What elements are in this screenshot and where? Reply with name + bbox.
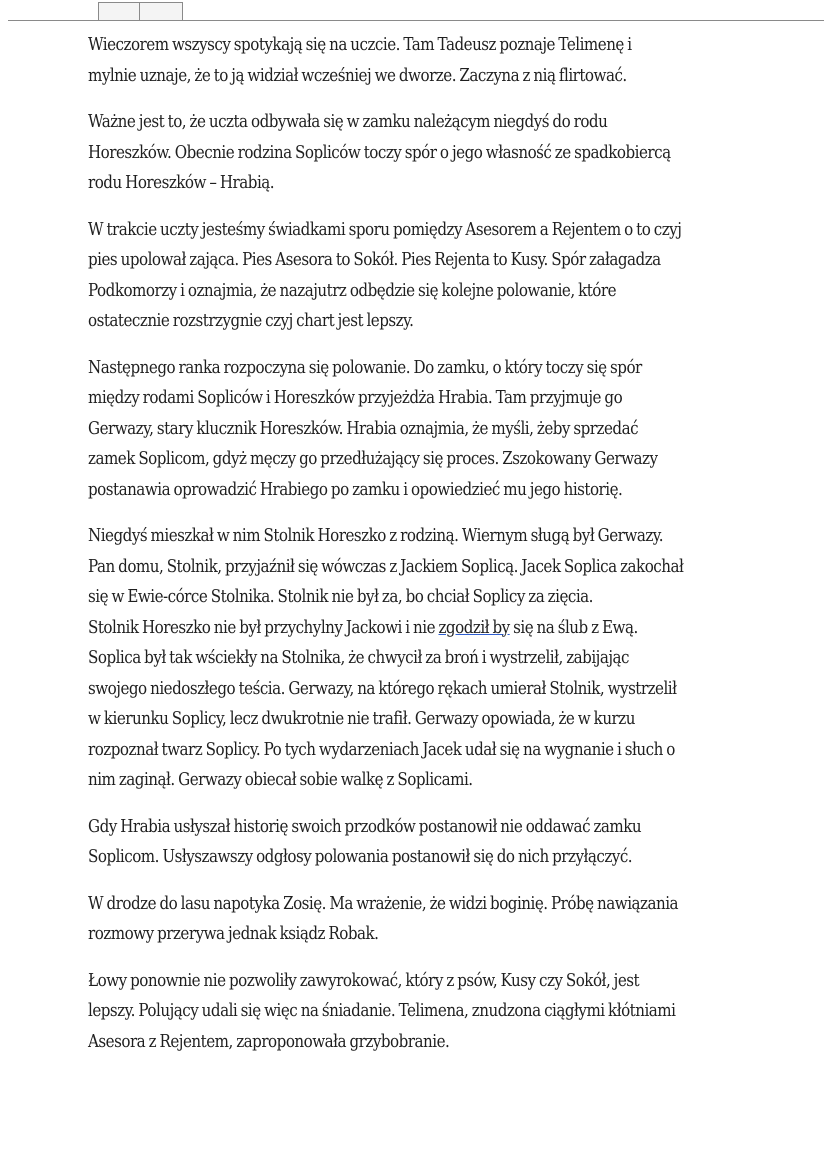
text-line: Soplica był tak wściekły na Stolnika, że chwycił za broń i wystrzelił, zabijając <box>88 648 629 668</box>
text-segment: się na ślub z Ewą. <box>509 617 638 638</box>
text-line: ostatecznie rozstrzygnie czyj chart jest lepszy. <box>88 311 414 331</box>
text-line: W trakcie uczty jesteśmy świadkami sporu pomiędzy Asesorem a Rejentem o to czyj <box>88 219 682 240</box>
text-segment: Stolnik Horeszko nie był przychylny Jackowi i nie <box>88 617 439 638</box>
text-line: Gerwazy, stary klucznik Horeszków. Hrabia oznajmia, że myśli, żeby sprzedać <box>88 418 639 439</box>
text-line: mylnie uznaje, że to ją widział wcześniej we dworze. Zaczyna z nią flirtować. <box>88 65 627 86</box>
paragraph-8 <box>88 966 676 1058</box>
text-line: Gdy Hrabia usłyszał historię swoich przodków postanowił nie oddawać zamku <box>88 816 642 837</box>
text-line: nim zaginął. Gerwazy obiecał sobie walkę z Soplicami. <box>88 770 473 790</box>
text-line: Asesora z Rejentem, zaproponowała grzybobranie. <box>88 1031 450 1052</box>
page-top-border <box>8 20 824 21</box>
text-line: lepszy. Polujący udali się więc na śniadanie. Telimena, znudzona ciągłymi kłótniami <box>88 1001 676 1021</box>
paragraph-6 <box>88 812 642 873</box>
text-line: swojego niedoszłego teścia. Gerwazy, na którego rękach umierał Stolnik, wystrzelił <box>88 678 677 699</box>
text-line-with-underline <box>88 613 638 644</box>
header-tab-right <box>139 2 183 20</box>
text-line: się w Ewie-córce Stolnika. Stolnik nie był za, bo chciał Soplicy za zięcia. <box>88 587 593 607</box>
text-line: Łowy ponownie nie pozwoliły zawyrokować, który z psów, Kusy czy Sokół, jest <box>88 970 640 991</box>
paragraph-5 <box>88 521 684 796</box>
text-line: Następnego ranka rozpoczyna się polowanie. Do zamku, o który toczy się spór <box>88 357 642 378</box>
paragraph-4 <box>88 353 658 506</box>
text-line: Ważne jest to, że uczta odbywała się w zamku należącym niegdyś do rodu <box>88 112 608 132</box>
text-line: Soplicom. Usłyszawszy odgłosy polowania postanowił się do nich przyłączyć. <box>88 847 633 867</box>
paragraph-2 <box>88 107 671 199</box>
text-line: rozpoznał twarz Soplicy. Po tych wydarzeniach Jacek udał się na wygnanie i słuch o <box>88 739 675 760</box>
text-line: pies upolował zająca. Pies Asesora to Sokół. Pies Rejenta to Kusy. Spór załagadza <box>88 250 661 270</box>
text-line: Podkomorzy i oznajmia, że nazajutrz odbędzie się kolejne polowanie, które <box>88 280 617 301</box>
text-line: w kierunku Soplicy, lecz dwukrotnie nie trafił. Gerwazy opowiada, że w kurzu <box>88 709 635 729</box>
paragraph-3 <box>88 215 682 337</box>
text-line: rodu Horeszków – Hrabią. <box>88 173 275 193</box>
text-line: Pan domu, Stolnik, przyjaźnił się wówczas z Jackiem Soplicą. Jacek Soplica zakochał <box>88 556 684 577</box>
text-line: Wieczorem wszyscy spotykają się na uczcie. Tam Tadeusz poznaje Telimenę i <box>88 35 632 55</box>
text-line: między rodami Sopliców i Horeszków przyjeżdża Hrabia. Tam przyjmuje go <box>88 388 623 408</box>
spellcheck-underlined-text: zgodził by <box>438 617 510 638</box>
paragraph-7 <box>88 889 679 950</box>
document-body <box>88 30 728 1057</box>
header-tab-left <box>98 2 140 20</box>
text-line: Horeszków. Obecnie rodzina Sopliców toczy spór o jego własność ze spadkobiercą <box>88 142 671 163</box>
paragraph-1 <box>88 30 638 91</box>
text-line: postanawia oprowadzić Hrabiego po zamku i opowiedzieć mu jego historię. <box>88 479 623 500</box>
text-line: W drodze do lasu napotyka Zosię. Ma wrażenie, że widzi boginię. Próbę nawiązania <box>88 893 679 914</box>
text-line: zamek Soplicom, gdyż męczy go przedłużający się proces. Zszokowany Gerwazy <box>88 449 658 469</box>
text-line: Niegdyś mieszkał w nim Stolnik Horeszko z rodziną. Wiernym sługą był Gerwazy. <box>88 526 664 546</box>
text-line: rozmowy przerywa jednak ksiądz Robak. <box>88 924 379 944</box>
